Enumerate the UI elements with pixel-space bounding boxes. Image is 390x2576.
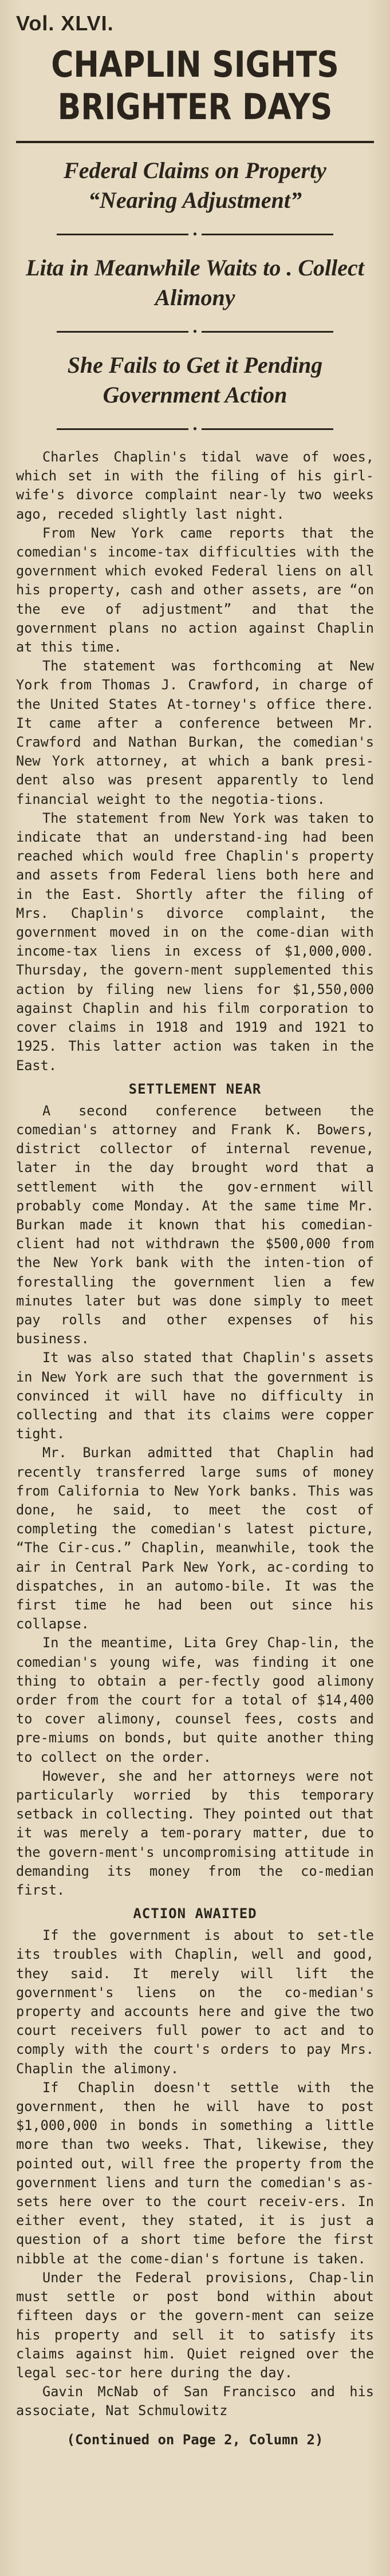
- divider-line: [57, 234, 188, 235]
- paragraph: A second conference between the comedian's attorney and Frank K. Bowers, district collector of internal revenue, later in the day brought word that a settlement with the gov-ernment will probably come Monday. At the same time Mr. Burkan made it known that his comedian-client had not withdrawn the $500,000 from the New York bank with the inten-tion of forestalling the government lien a few minutes later but was done simply to meet pay rolls and other expenses of his business.: [16, 1102, 374, 1347]
- volume-label: Vol. XLVI.: [16, 11, 114, 35]
- paragraph: The statement was forthcoming at New York from Thomas J. Crawford, in charge of the United States At-torney's office there. It came after a conference between Mr. Crawford and Nathan Burkan, the comedian's New York attorney, at which a bank presi-dent also was present apparently to lend financial weight to the negotia-tions.: [16, 658, 374, 807]
- paragraph: If Chaplin doesn't settle with the government, then he will have to post $1,000,000 in bonds in something a little more than two weeks. That, likewise, they pointed out, will free the property from the government liens and turn the comedian's as-sets here over to the court receiv-ers. In either event, they stated, it is just a question of a short time before the first nibble at the come-dian's fortune is taken.: [16, 2079, 375, 2267]
- continued-notice: (Continued on Page 2, Column 2): [66, 2431, 324, 2448]
- divider-line: [57, 428, 188, 430]
- subhead-action-awaited: ACTION AWAITED: [133, 1906, 257, 1922]
- paragraph: From New York came reports that the comedian's income-tax difficulties with the government which evoked Federal liens on all his property, cash and other assets, are “on the eve of adjustment” and that the government plans no action against Chaplin at this time.: [16, 524, 375, 656]
- divider-line: [202, 428, 333, 430]
- paragraph: Mr. Burkan admitted that Chaplin had recently transferred large sums of money from California to New York banks. This was done, he said, to meet the cost of completing the comedian's latest picture, “The Cir-cus.” Chaplin, meanwhile, took the air in Central Park New York, ac-cording to dispatches, in an automo-bile. It was the first time he had been out since his collapse.: [16, 1445, 374, 1632]
- deck-divider-2: [16, 325, 374, 338]
- paragraph: It was also stated that Chaplin's assets in New York are such that the government is convinced it will have no difficulty in collecting and that its claims were copper tight.: [16, 1350, 374, 1442]
- paragraph: Under the Federal provisions, Chap-lin must settle or post bond within about fifteen days or the govern-ment can seize his property and sell it to satisfy its claims against him. Quiet reigned over the legal sec-tor here during the day.: [16, 2269, 374, 2381]
- headline-rule: [16, 141, 374, 143]
- paragraph: However, she and her attorneys were not particularly worried by this temporary setback in collecting. They pointed out that it was merely a tem-porary matter, due to the govern-ment's uncompromising attitude in demanding its money from the co-median first.: [16, 1768, 375, 1899]
- deck-3: She Fails to Get it Pending Government Action: [67, 352, 323, 408]
- divider-ornament-icon: •: [192, 324, 198, 338]
- deck-divider-3: [16, 423, 374, 435]
- divider-line: [202, 331, 333, 333]
- deck-divider-1: [16, 228, 374, 240]
- divider-ornament-icon: •: [192, 227, 198, 241]
- divider-line: [57, 331, 188, 333]
- deck-2: Lita in Meanwhile Waits to . Collect Alimony: [26, 255, 364, 310]
- paragraph: If the government is about to set-tle its troubles with Chaplin, well and good, they said. It merely will lift the government's liens on the co-median's property and accounts here and give the two court receivers full power to act and to comply with the court's orders to pay Mrs. Chaplin the alimony.: [16, 1927, 374, 2077]
- paragraph: Gavin McNab of San Francisco and his associate, Nat Schmulowitz: [16, 2384, 374, 2419]
- deck-1: Federal Claims on Property “Nearing Adjustment”: [64, 157, 326, 213]
- subhead-settlement-near: SETTLEMENT NEAR: [128, 1080, 262, 1097]
- article-body: [16, 448, 374, 2421]
- divider-line: [202, 234, 333, 235]
- paragraph: The statement from New York was taken to indicate that an understand-ing had been reached which would free Chaplin's property and assets from Federal liens both here and in the East. Shortly after the filing of Mrs. Chaplin's divorce complaint, the government moved in on the come-dian with income-tax liens in excess of $1,000,000. Thursday, the govern-ment supplemented this action by filing new liens for $1,550,000 against Chaplin and his film corporation to cover claims in 1918 and 1919 and 1921 to 1925. This latter action was taken in the East.: [16, 810, 374, 1074]
- paragraph: In the meantime, Lita Grey Chap-lin, the comedian's young wife, was finding it one thing to obtain a per-fectly good alimony order from the court for a total of $14,400 to cover alimony, counsel fees, costs and pre-miums on bonds, but quite another thing to collect on the order.: [16, 1635, 374, 1765]
- headline: CHAPLIN SIGHTS BRIGHTER DAYS: [51, 44, 339, 128]
- paragraph: Charles Chaplin's tidal wave of woes, which set in with the filing of his girl-wife's divorce complaint near-ly two weeks ago, receded slightly last night.: [16, 449, 374, 522]
- divider-ornament-icon: •: [192, 421, 198, 436]
